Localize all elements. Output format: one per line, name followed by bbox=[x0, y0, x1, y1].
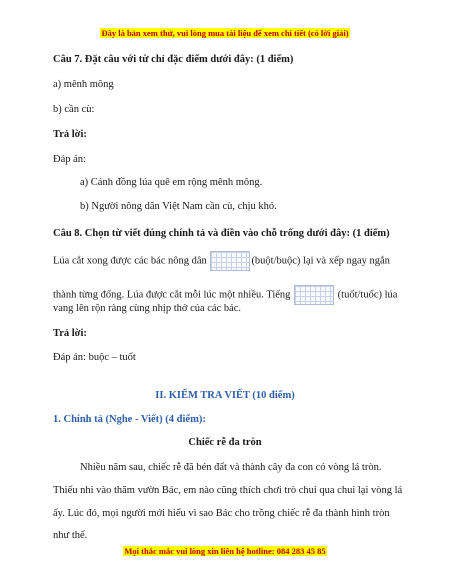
question-8-line-2-after: (tuốt/tuốc) lúa bbox=[337, 289, 398, 301]
question-8-line-2-before: thành từng đống. Lúa được cắt mỗi lúc một nhiều. Tiếng bbox=[53, 289, 291, 301]
section-2-heading: II. KIỂM TRA VIẾT (10 điểm) bbox=[155, 390, 295, 401]
question-8-answer-heading: Trả lời: bbox=[53, 328, 87, 339]
question-7-answer-label: Đáp án: bbox=[53, 154, 86, 165]
passage-line-1: Nhiều năm sau, chiếc rễ đã bén đất và thành cây đa con có vòng lá tròn. bbox=[80, 462, 382, 473]
preview-notice-text: Đây là bản xem thử, vui lòng mua tài liệu để xem chi tiết (có lời giải) bbox=[101, 28, 349, 38]
question-7-answer-a: a) Cánh đồng lúa quê em rộng mênh mông. bbox=[80, 177, 263, 188]
passage-line-2: Thiếu nhi vào thăm vườn Bác, em nào cũng thích chơi trò chui qua chui lại vòng lá bbox=[53, 485, 403, 496]
question-8-line-1-after: (buột/buộc) lại và xếp ngay ngắn bbox=[251, 255, 390, 267]
blank-field-2[interactable] bbox=[294, 285, 334, 305]
blank-field-1[interactable] bbox=[210, 251, 250, 271]
question-8-line-3: vang lên rộn ràng cùng nhịp thở của các bác. bbox=[53, 303, 242, 314]
question-8-line-1-before: Lúa cắt xong được các bác nông dân bbox=[53, 255, 207, 267]
question-8-answer: Đáp án: buộc – tuốt bbox=[53, 352, 136, 363]
question-7-answer-b: b) Người nông dân Việt Nam cần cù, chịu khó. bbox=[80, 201, 277, 212]
question-7-option-b: b) cần cù: bbox=[53, 104, 95, 115]
passage-title: Chiếc rễ đa tròn bbox=[188, 437, 262, 448]
question-8-line-1 bbox=[53, 251, 390, 271]
preview-notice bbox=[0, 26, 450, 39]
question-7-answer-heading: Trả lời: bbox=[53, 129, 87, 140]
question-7-title: Câu 7. Đặt câu với từ chỉ đặc điểm dưới đây: (1 điểm) bbox=[53, 54, 294, 65]
passage-line-4: như thế. bbox=[53, 530, 88, 541]
question-8-title: Câu 8. Chọn từ viết đúng chính tả và điền vào chỗ trống dưới đây: (1 điểm) bbox=[53, 228, 390, 239]
contact-notice-text: Mọi thắc mắc vui lòng xin liên hệ hotline: 084 283 45 85 bbox=[124, 546, 326, 556]
passage-line-3: ấy. Lúc đó, mọi người mới hiểu vì sao Bác cho trồng chiếc rễ đa thành hình tròn bbox=[53, 508, 390, 519]
question-7-option-a: a) mênh mông bbox=[53, 79, 114, 90]
section-2-subheading: 1. Chính tả (Nghe - Viết) (4 điểm): bbox=[53, 414, 206, 425]
contact-notice bbox=[0, 544, 450, 557]
